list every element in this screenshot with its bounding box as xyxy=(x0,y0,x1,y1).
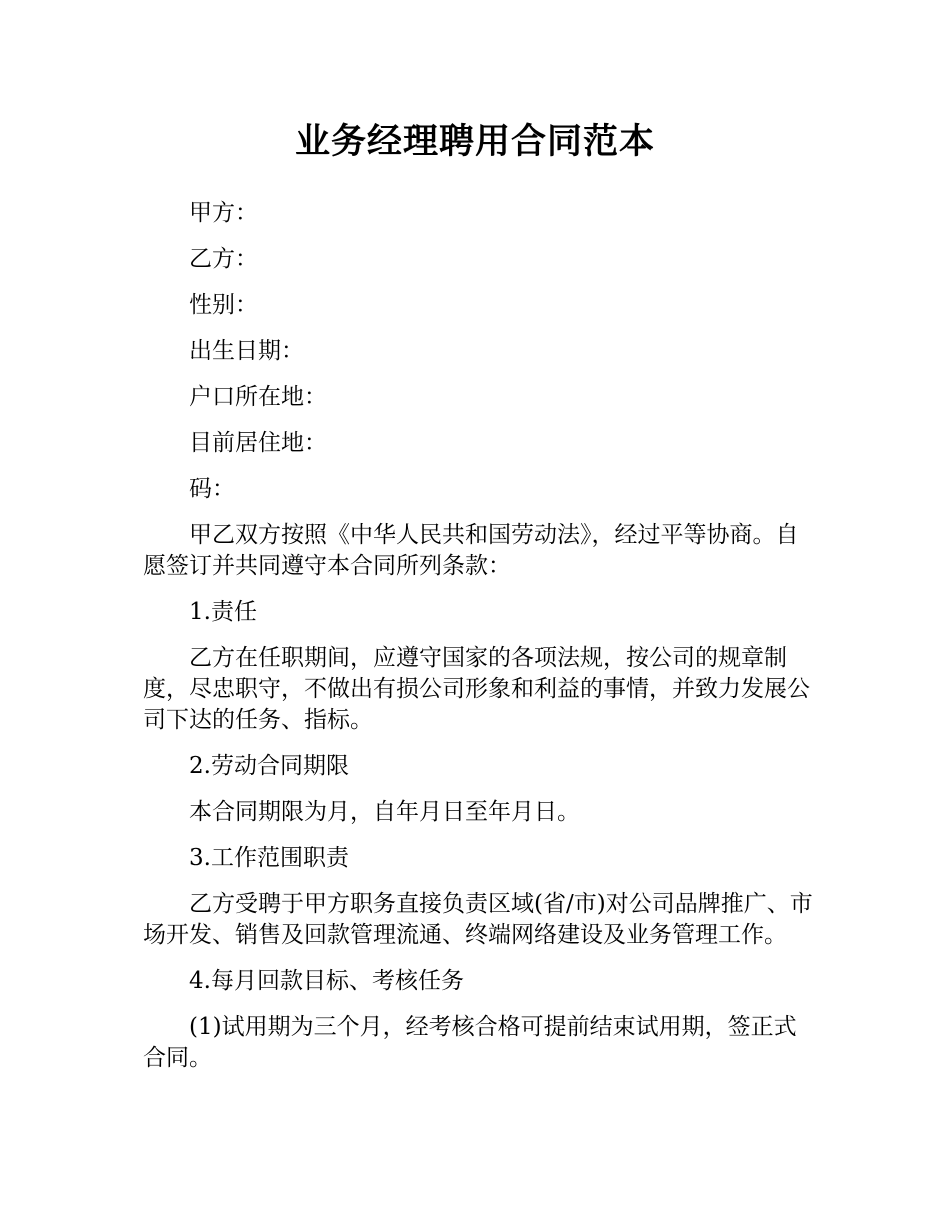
code-line: 码： xyxy=(189,476,235,502)
party-a-line: 甲方： xyxy=(189,200,258,226)
contract-term-paragraph: 本合同期限为月，自年月日至年月日。 xyxy=(189,799,580,825)
scope-paragraph: 乙方受聘于甲方职务直接负责区域(省/市)对公司品牌推广、市场开发、销售及回款管理流通、终端网络建设及业务管理工作。 xyxy=(143,891,813,948)
current-residence-line: 目前居住地： xyxy=(189,430,327,456)
household-registration-line: 户口所在地： xyxy=(189,384,327,410)
section-heading-contract-term: 2.劳动合同期限 xyxy=(189,753,349,779)
birth-date-line: 出生日期： xyxy=(189,338,304,364)
preamble-paragraph: 甲乙双方按照《中华人民共和国劳动法》，经过平等协商。自愿签订并共同遵守本合同所列条款： xyxy=(143,522,799,579)
party-b-line: 乙方： xyxy=(189,246,258,272)
document-body xyxy=(143,198,818,1089)
section-heading-targets: 4.每月回款目标、考核任务 xyxy=(189,968,464,994)
probation-paragraph: (1)试用期为三个月，经考核合格可提前结束试用期，签正式合同。 xyxy=(143,1014,797,1071)
section-heading-scope: 3.工作范围职责 xyxy=(189,845,349,871)
responsibility-paragraph: 乙方在任职期间，应遵守国家的各项法规，按公司的规章制度，尽忠职守，不做出有损公司形象和利益的事情，并致力发展公司下达的任务、指标。 xyxy=(143,645,810,733)
section-heading-responsibility: 1.责任 xyxy=(189,599,257,625)
gender-line: 性别： xyxy=(189,292,258,318)
document-title: 业务经理聘用合同范本 xyxy=(294,122,655,162)
